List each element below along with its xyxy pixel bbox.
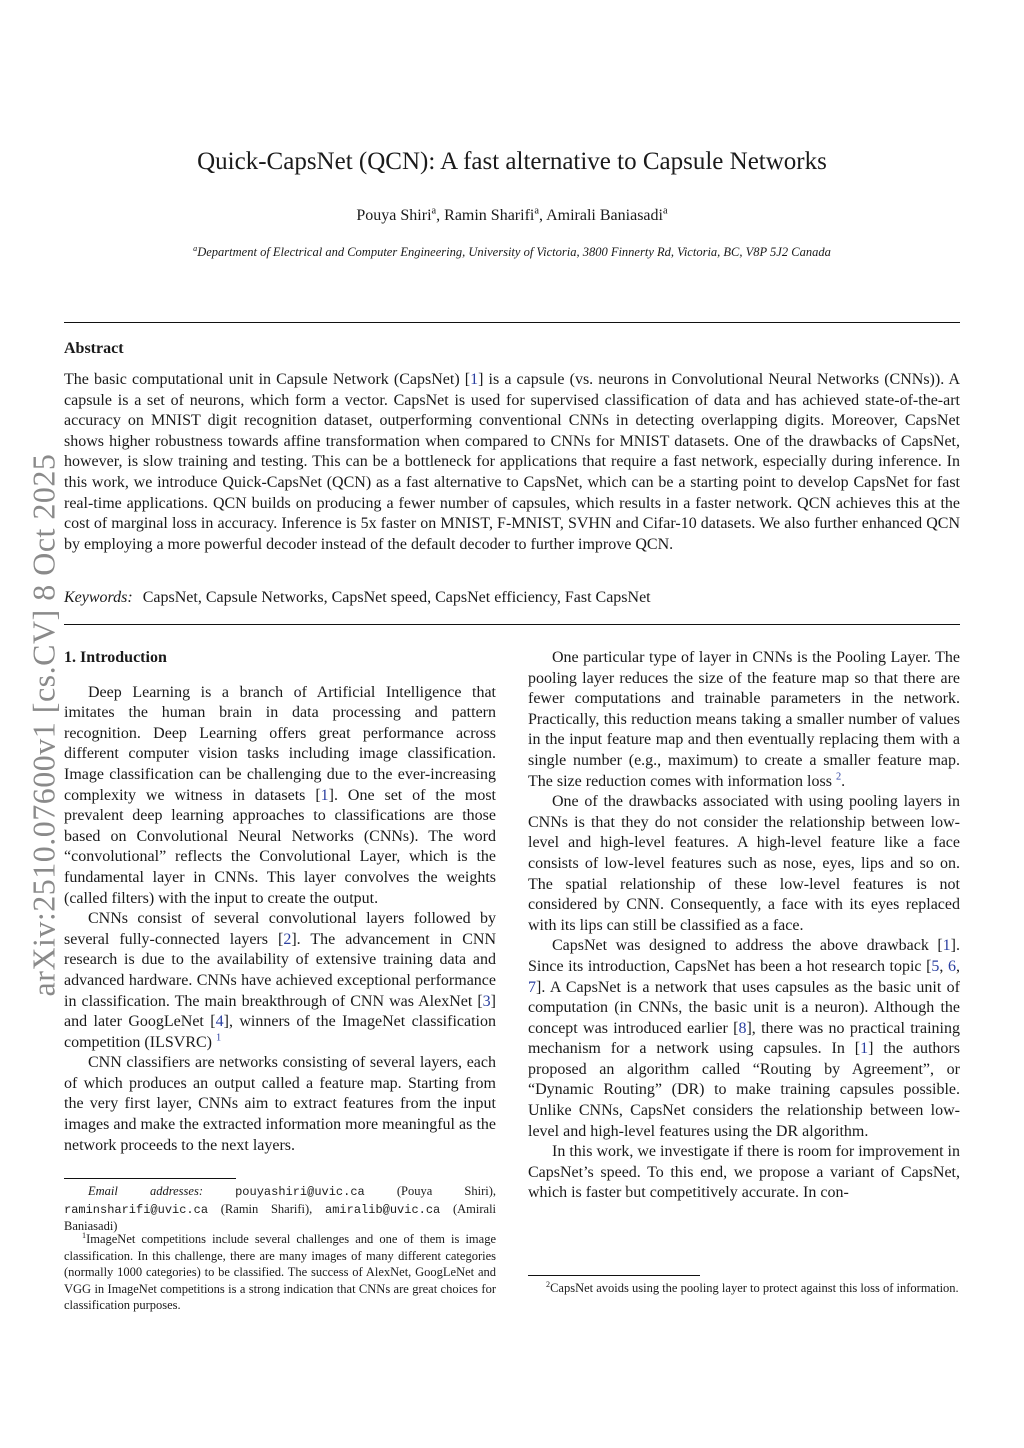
footnote-rule <box>528 1275 700 1276</box>
author-name: Ramin Sharifi <box>444 207 535 224</box>
paper-title: Quick-CapsNet (QCN): A fast alternative to Capsule Networks <box>197 148 827 175</box>
citation-link[interactable]: 1 <box>320 786 329 804</box>
paragraph-text: CapsNet was designed to address the above drawback [ <box>552 937 943 955</box>
footnote-link[interactable]: 2 <box>835 771 842 783</box>
arxiv-identifier: arXiv:2510.07600v1 [cs.CV] 8 Oct 2025 <box>25 453 62 997</box>
paragraph-text: , <box>956 957 960 975</box>
author-name: Amirali Baniasadi <box>546 207 663 224</box>
citation-link[interactable]: 1 <box>942 937 951 955</box>
abstract-text: is a capsule (vs. neurons in Convolutional Neural Networks (CNNs)). A capsule is a set of neurons, which form a vector. CapsNet is used for supervised classification of data and has achieved state-of-the-art accuracy on MNIST digit recognition dataset, outperforming conventional CNNs in detecting overlapping digits. Moreover, CapsNet shows higher robustness towards affine transformation when compared to CNNs for MNIST datasets. One of the drawbacks of CapsNet, however, is slow training and testing. This can be a bottleneck for applications that require a fast network, especially during inference. In this work, we introduce Quick-CapsNet (QCN) as a fast alternative to CapsNet, which can be a starting point to develop CapsNet for fast real-time applications. QCN builds on producing a fewer number of capsules, which results in a faster network. QCN achieves this at the cost of marginal loss in accuracy. Inference is 5x faster on MNIST, F-MNIST, SVHN and Cifar-10 datasets. We also further enhanced QCN by employing a more powerful decoder instead of the default decoder to further improve QCN. <box>64 371 960 553</box>
citation-link[interactable]: 5 <box>931 957 940 975</box>
paragraph-text: ], there was no practical training mechanism for a network using capsules. In [ <box>528 1019 960 1058</box>
affiliation-text: Department of Electrical and Computer Engineering, University of Victoria, 3800 Finnerty Rd, Victoria, BC, V8P 5J2 Canada <box>197 245 831 259</box>
citation-link[interactable]: 7 <box>528 978 536 996</box>
email-owner: (Ramin Sharifi), <box>220 1201 313 1216</box>
paragraph-text: ] and later GoogLeNet [ <box>64 992 496 1031</box>
footnote-2 <box>528 1280 960 1297</box>
citation-link[interactable]: 1 <box>470 371 479 388</box>
affiliation-mark: a <box>534 205 539 217</box>
paragraph <box>528 648 960 792</box>
section-heading: 1. Introduction <box>64 649 167 666</box>
paragraph-text: ], winners of the ImageNet classification competition (ILSVRC) <box>64 1013 496 1051</box>
citation-link[interactable]: 2 <box>283 930 292 948</box>
paragraph-text: , <box>939 957 948 975</box>
footnote-text: ImageNet competitions include several challenges and one of them is image classification. In this challenge, there are many images of many different categories (normally 1000 categories) to be classified. The success of AlexNet, GoogLeNet and VGG in ImageNet competitions is a strong indication that CNNs are great choices for classification purposes. <box>64 1232 496 1312</box>
abstract-rule <box>64 624 960 625</box>
paragraph-text: . <box>841 772 846 790</box>
paragraph-text: One particular type of layer in CNNs is the Pooling Layer. The pooling layer reduces the size of the feature map so that there are fewer computations and trainable parameters in the network. Practically, this reduction means taking a smaller number of values in the input feature map and then eventually replacing them with a single number (e.g., maximum) to create a smaller feature map. The size reduction comes with information loss <box>528 649 960 790</box>
abstract-heading: Abstract <box>64 340 124 357</box>
email-link[interactable]: pouyashiri@uvic.ca <box>235 1185 365 1199</box>
footnote-text: CapsNet avoids using the pooling layer to protect against this loss of information. <box>550 1281 959 1295</box>
keywords <box>64 589 960 607</box>
citation-link[interactable]: 8 <box>738 1019 747 1037</box>
citation-link[interactable]: 6 <box>948 957 956 975</box>
citation-link[interactable]: 1 <box>860 1040 869 1058</box>
paragraph-text: Deep Learning is a branch of Artificial Intelligence that imitates the human brain in data processing and pattern recognition. Deep Learning offers great performance across different computer vision tasks including image classification. Image classification can be challenging due to the ever-increasing complexity we witness in datasets [ <box>64 683 496 804</box>
citation-link[interactable]: 4 <box>215 1013 224 1031</box>
footnote-mark: 2 <box>546 1279 551 1289</box>
author-name: Pouya Shiri <box>356 207 432 224</box>
paragraph-text: CNNs consist of several convolutional layers followed by several fully-connected layers [ <box>64 910 496 948</box>
paragraph-text: ] the authors proposed an algorithm called “Routing by Agreement”, or “Dynamic Routing” (DR) to make training capsules possible. Unlike CNNs, CapsNet considers the relationship between low-level and high-level features using the DR algorithm. <box>528 1040 960 1140</box>
footnote-rule <box>64 1178 236 1179</box>
paragraph <box>528 936 960 1142</box>
affiliation-mark: a <box>431 205 437 217</box>
header-rule <box>64 322 960 323</box>
footnote-link[interactable]: 1 <box>215 1032 222 1044</box>
affiliation-mark: a <box>193 243 198 253</box>
right-column <box>528 648 960 1204</box>
email-label: Email addresses: <box>88 1184 203 1198</box>
email-link[interactable]: amiralib@uvic.ca <box>325 1202 441 1217</box>
paragraph: One of the drawbacks associated with using pooling layers in CNNs is that they do not consider the relationship between low-level and high-level features. A high-level feature like a face consists of low-level features such as nose, eyes, lips and so on. The spatial relationship of these low-level features is not considered by CNN. Consequently, a face with its eyes replaced with its lips can still be classified as a face. <box>528 793 960 934</box>
abstract-body: The basic computational unit in Capsule Network (CapsNet) [1] is a capsule (vs. neurons in Convolutional Neural Networks (CNNs)). A capsule is a set of neurons, which form a vector. CapsNet is used for supervised classification of data and has achieved state-of-the-art accuracy on MNIST digit recognition dataset, outperforming conventional CNNs in detecting overlapping digits. Moreover, CapsNet shows higher robustness towards affine transformation when compared to CNNs for MNIST datasets. One of the drawbacks of CapsNet, however, is slow training and testing. This can be a bottleneck for applications that require a fast network, especially during inference. In this work, we introduce Quick-CapsNet (QCN) as a fast alternative to CapsNet, which can be a starting point to develop CapsNet for fast real-time applications. QCN builds on producing a fewer number of capsules, which results in a faster network. QCN achieves this at the cost of marginal loss in accuracy. Inference is 5x faster on MNIST, F-MNIST, SVHN and Cifar-10 datasets. We also further enhanced QCN by employing a more powerful decoder instead of the default decoder to further improve QCN. <box>64 371 960 553</box>
footnote-1 <box>64 1231 496 1314</box>
affiliation-mark: a <box>662 205 668 217</box>
keywords-label: Keywords: <box>64 589 133 606</box>
keywords-text: CapsNet, Capsule Networks, CapsNet speed, CapsNet efficiency, Fast CapsNet <box>142 589 651 606</box>
abstract-text: The basic computational unit in Capsule Network (CapsNet) <box>64 371 465 388</box>
paragraph-text: ]. Since its introduction, CapsNet has been a hot research topic [ <box>528 937 960 975</box>
left-column <box>64 648 496 1156</box>
affiliation <box>0 245 1024 260</box>
author-list: Pouya Shiri$^a$, Ramin Sharifi$^a$, Amirali Baniasadi$^a$ <box>356 205 668 224</box>
footnote-mark: 1 <box>82 1230 87 1240</box>
email-link[interactable]: raminsharifi@uvic.ca <box>64 1202 209 1217</box>
paragraph-text: ]. The advancement in CNN research is due to the availability of extensive training data and advanced hardware. CNNs have achieved exceptional performance in classification. The main breakthrough of CNN was AlexNet [ <box>64 930 496 1010</box>
email-owner: (Pouya Shiri), <box>396 1184 496 1198</box>
email-footnote <box>64 1183 496 1235</box>
paragraph-text: ]. One set of the most prevalent deep learning approaches to classifications are those based on Convolutional Neural Networks (CNNs). The word “convolutional” reflects the Convolutional Layer, which is the fundamental layer in CNNs. This layer convolves the weights (called filters) with the input to create the output. <box>64 786 497 907</box>
paragraph <box>64 909 496 1053</box>
paragraph: CNN classifiers are networks consisting of several layers, each of which produces an output called a feature map. Starting from the very first layer, CNNs aim to extract features from the input images and make the extracted information more meaningful as the network proceeds to the next layers. <box>64 1054 496 1154</box>
citation-link[interactable]: 3 <box>482 992 491 1010</box>
paragraph <box>64 683 496 910</box>
email-owner: (Amirali Baniasadi) <box>64 1201 497 1233</box>
paragraph: In this work, we investigate if there is room for improvement in CapsNet’s speed. To this end, we propose a variant of CapsNet, which is faster but competitively accurate. In con- <box>528 1143 960 1202</box>
paragraph-text: ]. A CapsNet is a network that uses capsules as the basic unit of computation (in CNNs, the basic unit is a neuron). Although the concept was introduced earlier [ <box>528 978 960 1037</box>
